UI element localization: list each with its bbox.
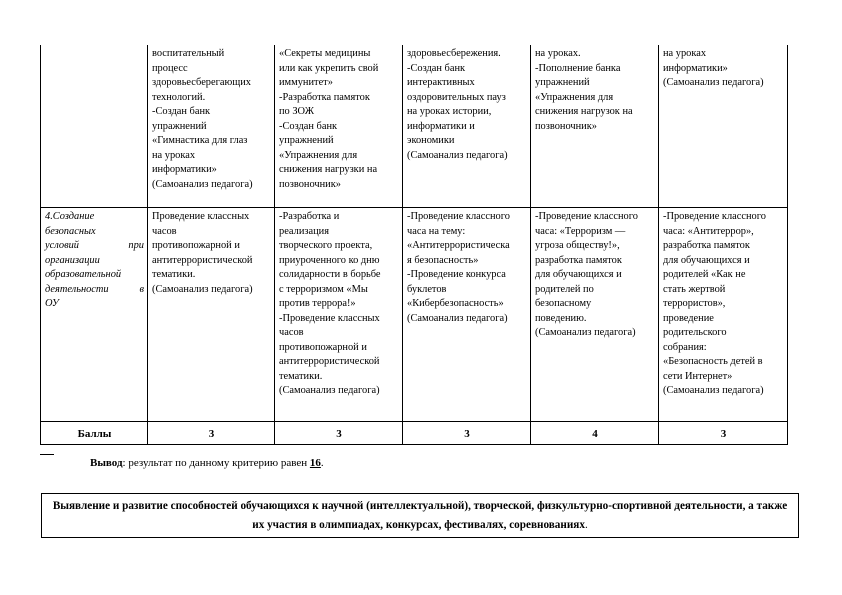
cell-line: реализация bbox=[279, 225, 330, 237]
cell-line: собрания: bbox=[663, 341, 707, 353]
cell-line: информатики и bbox=[407, 120, 475, 132]
score-value: 4 bbox=[531, 422, 659, 445]
cell-line: приуроченного ко дню bbox=[279, 254, 380, 266]
cell-line: оздоровительных пауз bbox=[407, 91, 506, 103]
cell-line: -Проведение классного bbox=[663, 211, 766, 222]
conclusion-text: : результат по данному критерию равен bbox=[122, 457, 310, 469]
cell-line: родительского bbox=[663, 327, 727, 338]
criterion-word: в bbox=[139, 283, 144, 295]
cell-line: воспитательный bbox=[152, 48, 225, 59]
cell-line: часов bbox=[279, 327, 304, 338]
cell-line: позвоночник» bbox=[535, 120, 597, 132]
cell-line: для обучающихся и bbox=[663, 254, 750, 266]
cell-line: антитеррористической bbox=[279, 356, 380, 367]
cell-line: «Безопасность детей в bbox=[663, 356, 763, 367]
cell-line: здоровьесберегающих bbox=[152, 77, 252, 88]
cell-line: (Самоанализ педагога) bbox=[535, 327, 636, 338]
cell-line: информатики» bbox=[152, 164, 217, 175]
cell-line: по ЗОЖ bbox=[279, 106, 315, 117]
cell-line: интерактивных bbox=[407, 77, 475, 88]
criterion-line bbox=[45, 283, 144, 298]
cell-line: (Самоанализ педагога) bbox=[407, 312, 508, 324]
criterion-word: при bbox=[128, 240, 144, 251]
table-cell bbox=[275, 208, 403, 422]
score-value: 3 bbox=[148, 422, 275, 445]
section-heading-text: Выявление и развитие способностей обучающихся к научной (интеллектуальной), творческой, физкультурно-спортивной деятельности, а также их участия в олимпиадах, конкурсах, фестивалях, соревнованиях bbox=[52, 500, 788, 531]
cell-line: информатики» bbox=[663, 62, 728, 74]
criterion-line bbox=[45, 239, 144, 254]
cell-line: или как укрепить свой bbox=[279, 62, 379, 74]
cell-line: -Разработка и bbox=[279, 211, 340, 222]
table-cell bbox=[148, 45, 275, 208]
criterion-line: 4.Создание bbox=[45, 211, 95, 222]
cell-line: процесс bbox=[152, 62, 188, 74]
table-cell bbox=[403, 45, 531, 208]
cell-line: «Гимнастика для глаз bbox=[152, 135, 248, 146]
criterion-name-cell bbox=[41, 208, 148, 422]
cell-line: снижения нагрузки на bbox=[279, 164, 378, 175]
cell-line: (Самоанализ педагога) bbox=[279, 385, 380, 396]
cell-line: -Создан банк bbox=[152, 106, 211, 117]
cell-line: часа: «Антитеррор», bbox=[663, 225, 754, 237]
table-cell bbox=[403, 208, 531, 422]
cell-line: упражнений bbox=[279, 135, 334, 146]
criterion-word: деятельности bbox=[45, 283, 109, 295]
table-cell bbox=[659, 208, 788, 422]
score-value: 3 bbox=[659, 422, 788, 445]
cell-line: противопожарной и bbox=[279, 341, 367, 353]
cell-line: стать жертвой bbox=[663, 283, 726, 295]
cell-line: (Самоанализ педагога) bbox=[152, 283, 253, 295]
cell-line: -Проведение конкурса bbox=[407, 269, 506, 280]
cell-line: часа на тему: bbox=[407, 225, 466, 237]
cell-line: поведению. bbox=[535, 312, 587, 324]
conclusion-end: . bbox=[320, 457, 324, 469]
cell-line: -Проведение классного bbox=[535, 211, 638, 222]
conclusion-value: 16 bbox=[309, 457, 321, 469]
cell-line: экономики bbox=[407, 135, 455, 146]
table-cell bbox=[659, 45, 788, 208]
criterion-line: ОУ bbox=[45, 298, 59, 309]
cell-line: иммунитет» bbox=[279, 77, 333, 88]
table-row bbox=[41, 208, 788, 422]
cell-line: антитеррористической bbox=[152, 254, 253, 266]
cell-line: Проведение классных bbox=[152, 211, 250, 222]
table-cell bbox=[531, 208, 659, 422]
cell-line: террористов», bbox=[663, 298, 726, 309]
cell-line: угроза обществу!», bbox=[535, 240, 620, 251]
cell-line: «Секреты медицины bbox=[279, 48, 371, 59]
section-heading-end: . bbox=[584, 519, 588, 531]
cell-line: «Упражнения для bbox=[279, 149, 358, 161]
cell-line: (Самоанализ педагога) bbox=[407, 149, 508, 161]
criteria-table bbox=[40, 45, 788, 445]
cell-line: для обучающихся и bbox=[535, 269, 622, 280]
scores-label: Баллы bbox=[41, 422, 148, 445]
cell-line: -Разработка памяток bbox=[279, 91, 370, 103]
cell-line: я безопасность» bbox=[407, 254, 479, 266]
cell-line: (Самоанализ педагога) bbox=[663, 77, 764, 88]
cell-line: -Пополнение банка bbox=[535, 62, 621, 74]
cell-line: часов bbox=[152, 225, 177, 237]
cell-line: на уроках. bbox=[535, 48, 581, 59]
cell-line: разработка памяток bbox=[663, 240, 750, 251]
cell-line: на уроках bbox=[152, 149, 196, 161]
cell-line: тематики. bbox=[152, 269, 196, 280]
cell-line: -Проведение классных bbox=[279, 312, 380, 324]
cell-line: здоровьесбережения. bbox=[407, 48, 501, 59]
cell-line: часа: «Терроризм — bbox=[535, 225, 626, 237]
cell-line: «Кибербезопасность» bbox=[407, 298, 504, 309]
conclusion-label: Вывод bbox=[90, 457, 123, 469]
scores-row bbox=[41, 422, 788, 445]
score-value: 3 bbox=[403, 422, 531, 445]
cell-line: «Упражнения для bbox=[535, 91, 614, 103]
table-cell bbox=[41, 45, 148, 208]
cell-line: безопасному bbox=[535, 298, 592, 309]
table-cell bbox=[531, 45, 659, 208]
cell-line: -Проведение классного bbox=[407, 211, 510, 222]
cell-line: тематики. bbox=[279, 370, 323, 382]
criterion-line: организации bbox=[45, 254, 100, 266]
table-row bbox=[41, 45, 788, 208]
cell-line: проведение bbox=[663, 312, 714, 324]
cell-line: -Создан банк bbox=[279, 120, 338, 132]
conclusion bbox=[90, 457, 324, 469]
section-heading bbox=[41, 493, 799, 538]
cell-line: противопожарной и bbox=[152, 240, 240, 251]
cell-line: с терроризмом «Мы bbox=[279, 283, 368, 295]
cell-line: разработка памяток bbox=[535, 254, 622, 266]
cell-line: сети Интернет» bbox=[663, 370, 733, 382]
table-cell bbox=[275, 45, 403, 208]
cell-line: буклетов bbox=[407, 283, 447, 295]
cell-line: технологий. bbox=[152, 91, 206, 103]
score-value: 3 bbox=[275, 422, 403, 445]
cell-line: упражнений bbox=[535, 77, 590, 88]
criterion-line: безопасных bbox=[45, 225, 96, 237]
cell-line: «Антитеррористическа bbox=[407, 240, 510, 251]
cell-line: -Создан банк bbox=[407, 62, 466, 74]
cell-line: (Самоанализ педагога) bbox=[663, 385, 764, 396]
criterion-line: образовательной bbox=[45, 269, 122, 280]
cell-line: родителей «Как не bbox=[663, 269, 746, 280]
cell-line: (Самоанализ педагога) bbox=[152, 178, 253, 190]
cell-line: на уроках bbox=[663, 48, 707, 59]
cell-line: снижения нагрузок на bbox=[535, 106, 633, 117]
cell-line: солидарности в борьбе bbox=[279, 269, 381, 280]
table-underline-mark bbox=[40, 454, 54, 455]
table-cell bbox=[148, 208, 275, 422]
cell-line: позвоночник» bbox=[279, 178, 341, 190]
cell-line: родителей по bbox=[535, 283, 594, 295]
cell-line: упражнений bbox=[152, 120, 207, 132]
cell-line: на уроках истории, bbox=[407, 106, 492, 117]
criterion-word: условий bbox=[45, 240, 79, 251]
cell-line: творческого проекта, bbox=[279, 240, 373, 251]
cell-line: против террора!» bbox=[279, 298, 356, 309]
